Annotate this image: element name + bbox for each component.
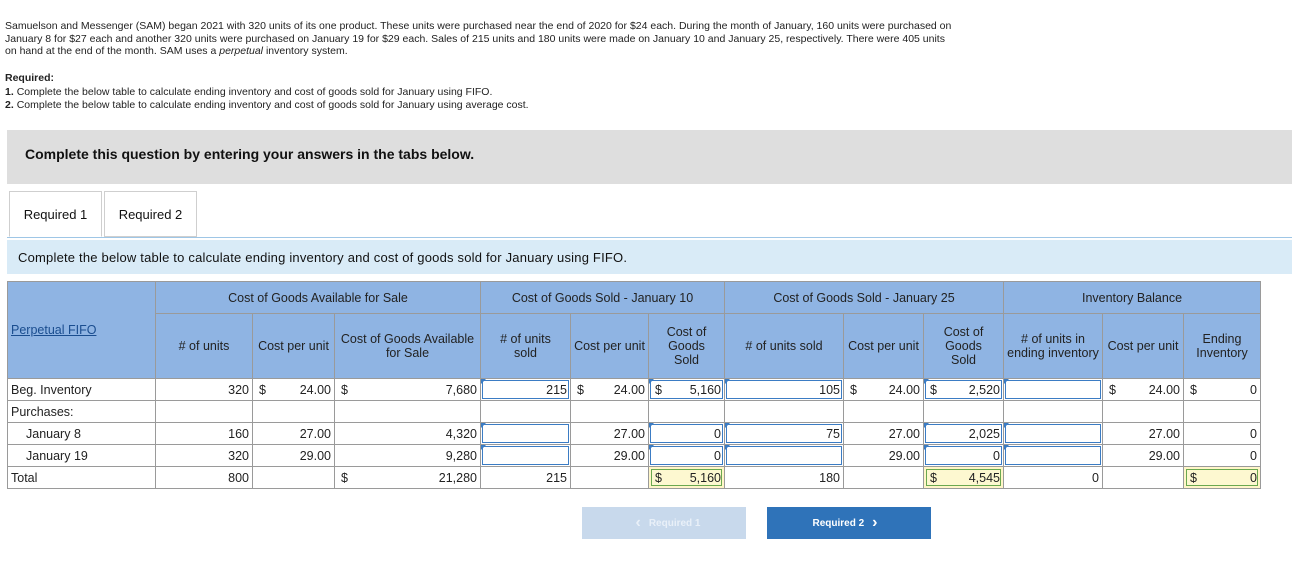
col-cogas: Cost of Goods Available for Sale (335, 314, 481, 379)
ending-inventory-total: $ 0 (1184, 467, 1261, 489)
s10-cogs-input[interactable]: $ 5,160 (649, 379, 725, 401)
col-b-inv: Ending Inventory (1184, 314, 1261, 379)
row-label: Total (8, 467, 156, 489)
s25-cogs-total: $ 4,545 (924, 467, 1004, 489)
b-units-input[interactable] (1004, 379, 1103, 401)
group-balance: Inventory Balance (1004, 282, 1261, 314)
table-title[interactable]: Perpetual FIFO (8, 282, 156, 379)
s10-units-input[interactable] (481, 423, 571, 445)
prev-button[interactable]: ‹ Required 1 (582, 507, 746, 539)
fifo-table (7, 281, 1261, 489)
problem-text: Samuelson and Messenger (SAM) began 2021 with 320 units of its one product. These units were purchased near the end of 2020 for $24 each. During the month of January, 160 units were purchased on January 8 for $27 each and another 320 units were purchased on January 19 for $29 each. Sales of 215 units and 180 units were made on January 10 and January 25, respectively. There were 405 units on hand at the end of the month. SAM uses a perpetual inventory system. (5, 20, 952, 58)
required-heading: Required: (5, 72, 55, 84)
b-units-input[interactable] (1004, 423, 1103, 445)
col-s25-cpu: Cost per unit (844, 314, 924, 379)
table-row: January 8 160 27.00 4,320 27.00 0 75 27.00 2,025 27.00 0 (8, 423, 1261, 445)
col-s10-cogs: Cost of Goods Sold (649, 314, 725, 379)
group-sold-jan10: Cost of Goods Sold - January 10 (481, 282, 725, 314)
s25-cogs-input[interactable]: 2,025 (924, 423, 1004, 445)
row-label: January 8 (8, 423, 156, 445)
group-sold-jan25: Cost of Goods Sold - January 25 (725, 282, 1004, 314)
s25-cogs-input[interactable]: $ 2,520 (924, 379, 1004, 401)
table-row: Beg. Inventory 320 $ 24.00 $ 7,680 215 $ 24.00 $ 5,160 105 $ 24.00 $ 2,520 $ 24.00 $ 0 (8, 379, 1261, 401)
s25-units-input[interactable] (725, 445, 844, 467)
requirements (5, 72, 529, 113)
tab-instruction: Complete the below table to calculate ending inventory and cost of goods sold for January using FIFO. (7, 240, 1292, 274)
col-b-units: # of units in ending inventory (1004, 314, 1103, 379)
chevron-left-icon: ‹ (635, 514, 641, 531)
s25-units-input[interactable]: 75 (725, 423, 844, 445)
requirement-2: 2. Complete the below table to calculate ending inventory and cost of goods sold for January using average cost. (5, 99, 529, 111)
tab-divider (7, 237, 1292, 238)
col-s25-cogs: Cost of Goods Sold (924, 314, 1004, 379)
s25-cogs-input[interactable]: 0 (924, 445, 1004, 467)
table-row-total: Total 800 $ 21,280 215 $ 5,160 180 $ 4,545 0 $ 0 (8, 467, 1261, 489)
col-units: # of units (156, 314, 253, 379)
s10-units-input[interactable]: 215 (481, 379, 571, 401)
s25-units-input[interactable]: 105 (725, 379, 844, 401)
table-row: January 19 320 29.00 9,280 29.00 0 29.00 0 29.00 0 (8, 445, 1261, 467)
tab-required-2[interactable]: Required 2 (104, 191, 197, 237)
group-available: Cost of Goods Available for Sale (156, 282, 481, 314)
instructions-banner: Complete this question by entering your answers in the tabs below. (7, 130, 1292, 184)
s10-cogs-input[interactable]: 0 (649, 445, 725, 467)
perpetual-term: perpetual (219, 45, 264, 58)
b-units-input[interactable] (1004, 445, 1103, 467)
col-s10-units: # of units sold (481, 314, 571, 379)
next-button[interactable]: Required 2 › (767, 507, 931, 539)
col-s10-cpu: Cost per unit (571, 314, 649, 379)
table-row (8, 401, 1261, 423)
tab-required-1[interactable]: Required 1 (9, 191, 102, 237)
col-s25-units: # of units sold (725, 314, 844, 379)
col-cpu: Cost per unit (253, 314, 335, 379)
row-label: January 19 (8, 445, 156, 467)
s10-units-input[interactable] (481, 445, 571, 467)
row-label: Purchases: (8, 401, 156, 423)
s10-cogs-total: $ 5,160 (649, 467, 725, 489)
row-label: Beg. Inventory (8, 379, 156, 401)
requirement-1: 1. Complete the below table to calculate ending inventory and cost of goods sold for January using FIFO. (5, 85, 493, 98)
s10-cogs-input[interactable]: 0 (649, 423, 725, 445)
chevron-right-icon: › (872, 514, 878, 531)
col-b-cpu: Cost per unit (1103, 314, 1184, 379)
